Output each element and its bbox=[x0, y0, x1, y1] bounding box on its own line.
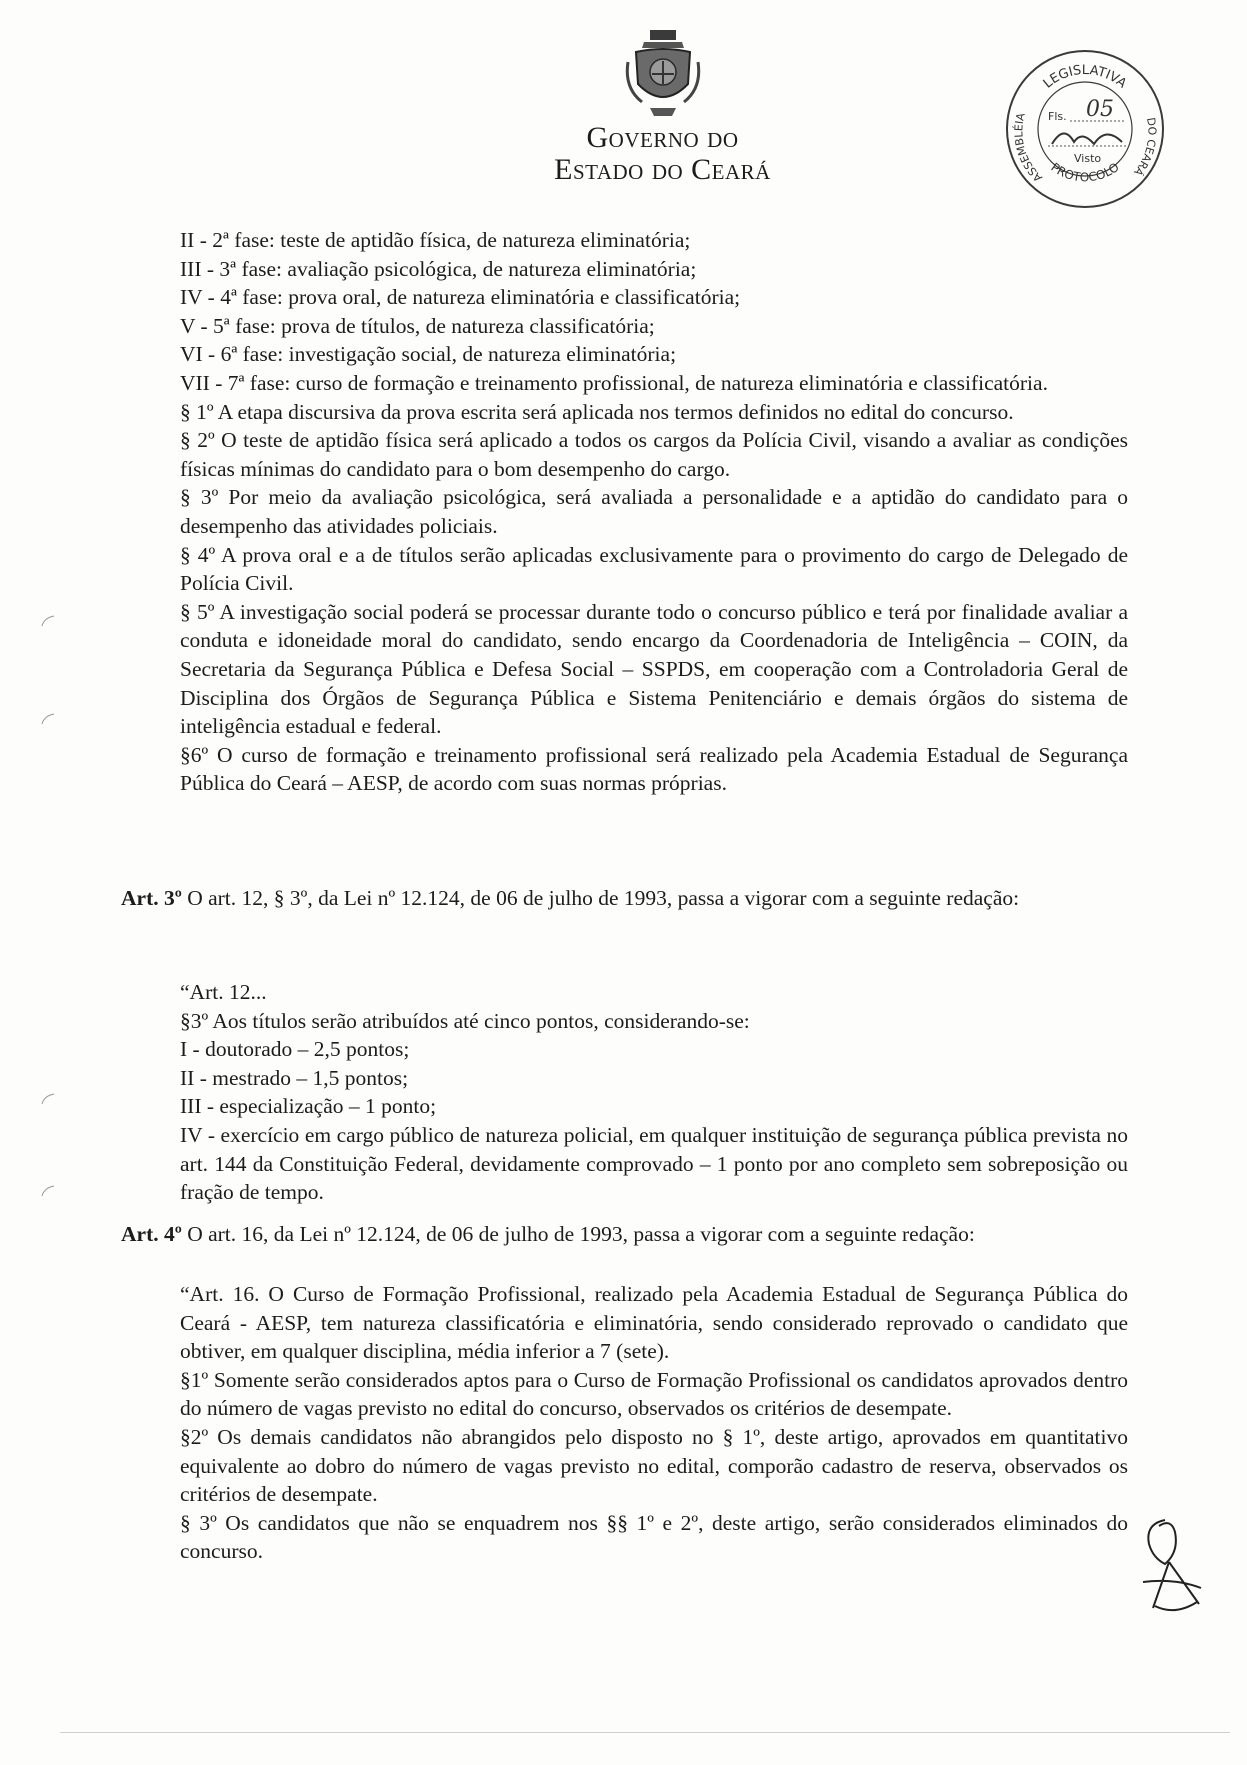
paragraph-6: §6º O curso de formação e treinamento profissional será realizado pela Academia Estadual de Segurança Pública do Ceará – AESP, de acordo com suas normas próprias. bbox=[180, 742, 1128, 796]
article-3-text: O art. 12, § 3º, da Lei nº 12.124, de 06 de julho de 1993, passa a vigorar com a seguinte redação: bbox=[187, 886, 1020, 910]
margin-mark bbox=[38, 1184, 56, 1198]
quote-art-16: “Art. 16. O Curso de Formação Profissional, realizado pela Academia Estadual de Segurança Pública do Ceará - AESP, tem natureza classificatória e eliminatória, sendo considerado reprovado o candidato que obtiver, em qualquer disciplina, média inferior a 7 (sete). bbox=[180, 1282, 1128, 1364]
protocol-stamp bbox=[1002, 46, 1168, 212]
quote-art-16-paragraph-2: §2º Os demais candidatos não abrangidos pelo disposto no § 1º, deste artigo, aprovados em quantitativo equivalente ao dobro do número de vagas previsto no edital, comporão cadastro de reserva, observados os critérios de desempate. bbox=[180, 1424, 1128, 1507]
article-4-text: O art. 16, da Lei nº 12.124, de 06 de julho de 1993, passa a vigorar com a seguinte redação: bbox=[187, 1222, 975, 1246]
svg-text:LEGISLATIVA bbox=[1041, 63, 1130, 92]
quote-item-4: IV - exercício em cargo público de natureza policial, em qualquer instituição de segurança pública prevista no art. 144 da Constituição Federal, devidamente comprovado – 1 ponto por ano completo sem sobreposição ou fração de tempo. bbox=[180, 1122, 1128, 1205]
header-line-1: Governo do bbox=[586, 121, 739, 154]
handwritten-initials bbox=[1135, 1512, 1207, 1622]
item-fase-5: V - 5ª fase: prova de títulos, de natureza classificatória; bbox=[180, 313, 655, 338]
item-fase-7: VII - 7ª fase: curso de formação e treinamento profissional, de natureza eliminatória e classificatória. bbox=[180, 370, 1048, 395]
fases-block bbox=[180, 226, 1128, 798]
quote-art-16-paragraph-3: § 3º Os candidatos que não se enquadrem nos §§ 1º e 2º, deste artigo, serão considerados eliminados do concurso. bbox=[180, 1510, 1128, 1564]
stamp-left-text: ASSEMBLÉIA bbox=[1012, 111, 1045, 185]
article-4-quote bbox=[180, 1280, 1128, 1566]
article-3-label: Art. 3º bbox=[121, 886, 182, 910]
margin-mark bbox=[38, 1092, 56, 1106]
coat-of-arms-icon bbox=[622, 28, 704, 120]
paragraph-2: § 2º O teste de aptidão física será aplicado a todos os cargos da Polícia Civil, visando a avaliar as condições físicas mínimas do candidato para o bom desempenho do cargo. bbox=[180, 428, 1128, 481]
svg-text:DO CEARÁ bbox=[1131, 117, 1158, 179]
paragraph-3: § 3º Por meio da avaliação psicológica, será avaliada a personalidade e a aptidão do candidato para o desempenho das atividades policiais. bbox=[180, 485, 1128, 538]
paragraph-1: § 1º A etapa discursiva da prova escrita será aplicada nos termos definidos no edital do concurso. bbox=[180, 399, 1014, 424]
stamp-right-text: DO CEARÁ bbox=[1131, 116, 1159, 179]
item-fase-6: VI - 6ª fase: investigação social, de natureza eliminatória; bbox=[180, 342, 677, 367]
quote-item-3: III - especialização – 1 ponto; bbox=[180, 1094, 437, 1119]
quote-art-12: “Art. 12... bbox=[180, 980, 267, 1004]
item-fase-4: IV - 4ª fase: prova oral, de natureza eliminatória e classificatória; bbox=[180, 285, 741, 310]
quote-paragraph-3: §3º Aos títulos serão atribuídos até cinco pontos, considerando-se: bbox=[180, 1008, 750, 1033]
paragraph-4: § 4º A prova oral e a de títulos serão aplicadas exclusivamente para o provimento do cargo de Delegado de Polícia Civil. bbox=[180, 542, 1128, 596]
article-4 bbox=[121, 1220, 1128, 1249]
article-3-quote bbox=[180, 978, 1128, 1207]
stamp-page-number: 05 bbox=[1086, 97, 1114, 122]
item-fase-3: III - 3ª fase: avaliação psicológica, de natureza eliminatória; bbox=[180, 256, 697, 281]
paragraph-5: § 5º A investigação social poderá se processar durante todo o concurso público e terá por finalidade avaliar a conduta e idoneidade moral do candidato, sendo encargo da Coordenadoria de Inteligência – COIN, da Secretaria da Segurança Pública e Defesa Social – SSPDS, em cooperação com a Controladoria Geral de Disciplina dos Órgãos de Segurança Pública e Sistema Penitenciário e demais órgãos do sistema de inteligência estadual e federal. bbox=[180, 599, 1128, 739]
stamp-top-text: LEGISLATIVA bbox=[1040, 62, 1130, 92]
svg-text:ASSEMBLÉIA bbox=[1012, 111, 1045, 184]
stamp-fls-label: Fls. bbox=[1048, 110, 1067, 123]
quote-art-16-paragraph-1: §1º Somente serão considerados aptos para o Curso de Formação Profissional os candidatos aprovados dentro do número de vagas previsto no edital do concurso, observados os critérios de desempate. bbox=[180, 1367, 1128, 1421]
bottom-rule bbox=[60, 1732, 1230, 1733]
margin-mark bbox=[38, 614, 56, 628]
article-4-label: Art. 4º bbox=[121, 1222, 182, 1246]
margin-mark bbox=[38, 712, 56, 726]
stamp-visto-label: Visto bbox=[1074, 152, 1102, 165]
quote-item-1: I - doutorado – 2,5 pontos; bbox=[180, 1037, 410, 1062]
quote-item-2: II - mestrado – 1,5 pontos; bbox=[180, 1065, 409, 1090]
item-fase-2: II - 2ª fase: teste de aptidão física, de natureza eliminatória; bbox=[180, 228, 691, 252]
stamp-bottom-text: PROTOCOLO bbox=[1048, 159, 1122, 185]
article-3 bbox=[121, 884, 1128, 913]
header-line-2: Estado do Ceará bbox=[554, 153, 771, 186]
government-header bbox=[540, 122, 785, 186]
